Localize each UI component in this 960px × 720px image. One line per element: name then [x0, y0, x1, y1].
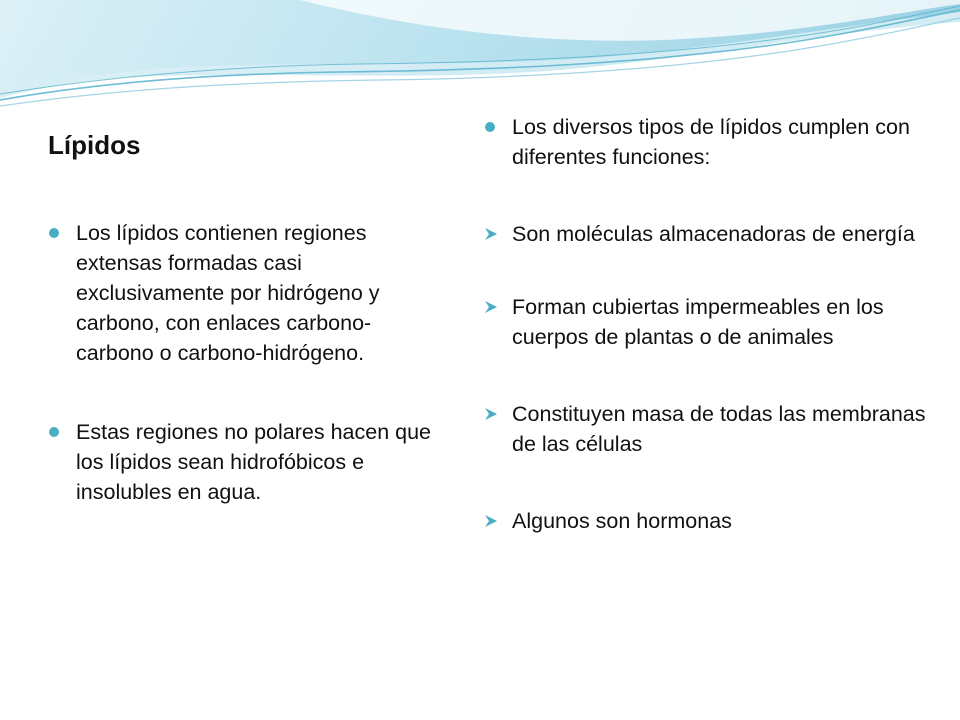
list-item [484, 112, 934, 172]
bullet-text: Son moléculas almacenadoras de energía [512, 222, 915, 246]
list-item [484, 219, 934, 249]
filled-circle-icon [485, 122, 495, 132]
arrowhead-right-icon [484, 300, 498, 314]
list-item [484, 292, 934, 352]
list-item [48, 218, 448, 368]
list-item [48, 417, 448, 507]
arrowhead-right-icon [484, 227, 498, 241]
bullet-text: Los lípidos contienen regiones extensas formadas casi exclusivamente por hidrógeno y carbono, con enlaces carbono-carbono o carbono-hidrógeno. [76, 221, 380, 365]
slide-title: Lípidos [48, 130, 141, 160]
bullet-text: Los diversos tipos de lípidos cumplen con diferentes funciones: [512, 115, 910, 169]
filled-circle-icon [49, 427, 59, 437]
arrowhead-right-icon [484, 407, 498, 421]
bullet-text: Algunos son hormonas [512, 509, 732, 533]
right-bullet-list [484, 112, 934, 536]
bullet-text: Constituyen masa de todas las membranas de las células [512, 402, 926, 456]
list-item [484, 399, 934, 459]
filled-circle-icon [49, 228, 59, 238]
bullet-text: Estas regiones no polares hacen que los lípidos sean hidrofóbicos e insolubles en agua. [76, 420, 431, 504]
arrowhead-right-icon [484, 514, 498, 528]
header-wave-decoration [0, 0, 960, 120]
bullet-text: Forman cubiertas impermeables en los cuerpos de plantas o de animales [512, 295, 884, 349]
list-item [484, 506, 934, 536]
left-bullet-list [48, 218, 448, 507]
